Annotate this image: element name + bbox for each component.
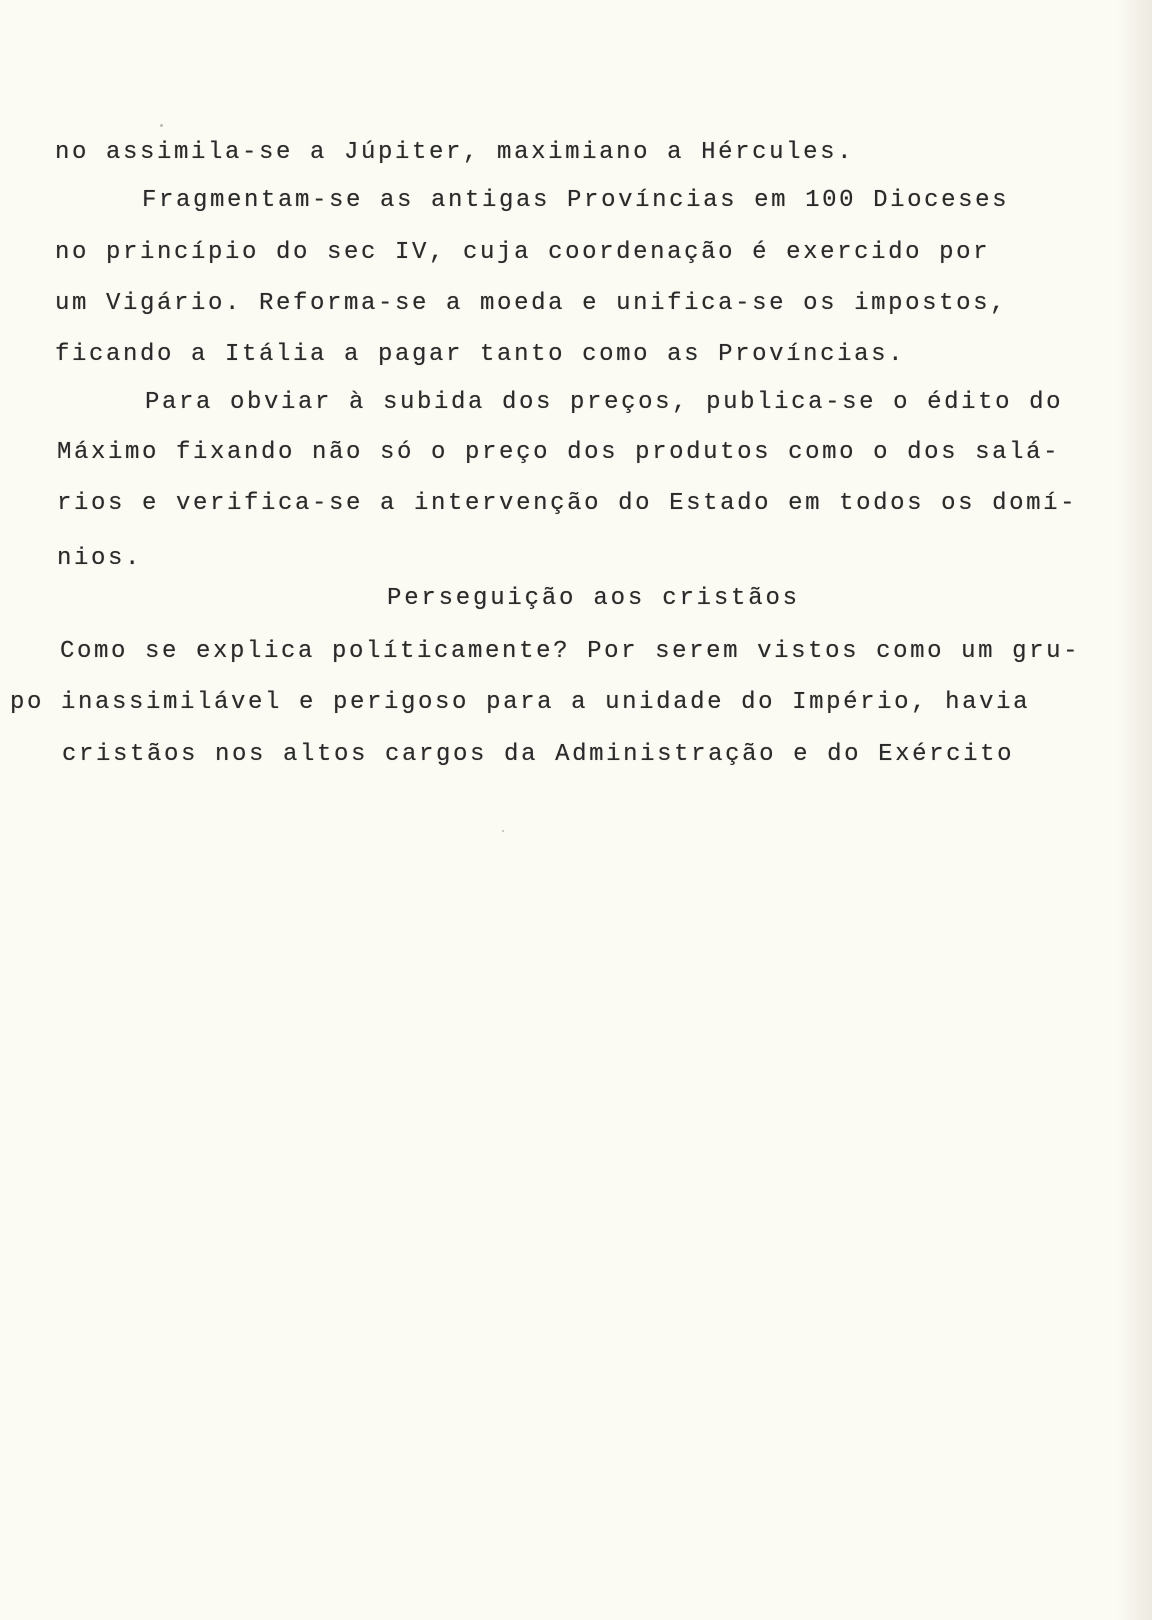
text-line-4: um Vigário. Reforma-se a moeda e unifica-se os impostos, bbox=[55, 290, 1008, 317]
text-line-5: ficando a Itália a pagar tanto como as Províncias. bbox=[55, 341, 906, 368]
text-line-1: no assimila-se a Júpiter, maximiano a Hércules. bbox=[55, 139, 855, 166]
text-line-7: Máximo fixando não só o preço dos produtos como o dos salá- bbox=[57, 439, 1061, 466]
text-line-12: cristãos nos altos cargos da Administração e do Exército bbox=[62, 741, 1015, 768]
text-line-3: no princípio do sec IV, cuja coordenação é exercido por bbox=[55, 239, 991, 266]
paper-speck bbox=[502, 830, 504, 832]
text-line-9: nios. bbox=[57, 545, 143, 572]
text-line-11: po inassimilável e perigoso para a unidade do Império, havia bbox=[10, 689, 1031, 716]
text-line-8: rios e verifica-se a intervenção do Estado em todos os domí- bbox=[57, 490, 1078, 517]
text-line-2: Fragmentam-se as antigas Províncias em 100 Dioceses bbox=[142, 187, 1010, 214]
text-line-6: Para obviar à subida dos preços, publica-se o édito do bbox=[145, 389, 1064, 416]
text-line-10: Como se explica políticamente? Por serem vistos como um gru- bbox=[60, 638, 1081, 665]
section-heading: Perseguição aos cristãos bbox=[387, 585, 800, 612]
paper-speck bbox=[160, 124, 163, 127]
